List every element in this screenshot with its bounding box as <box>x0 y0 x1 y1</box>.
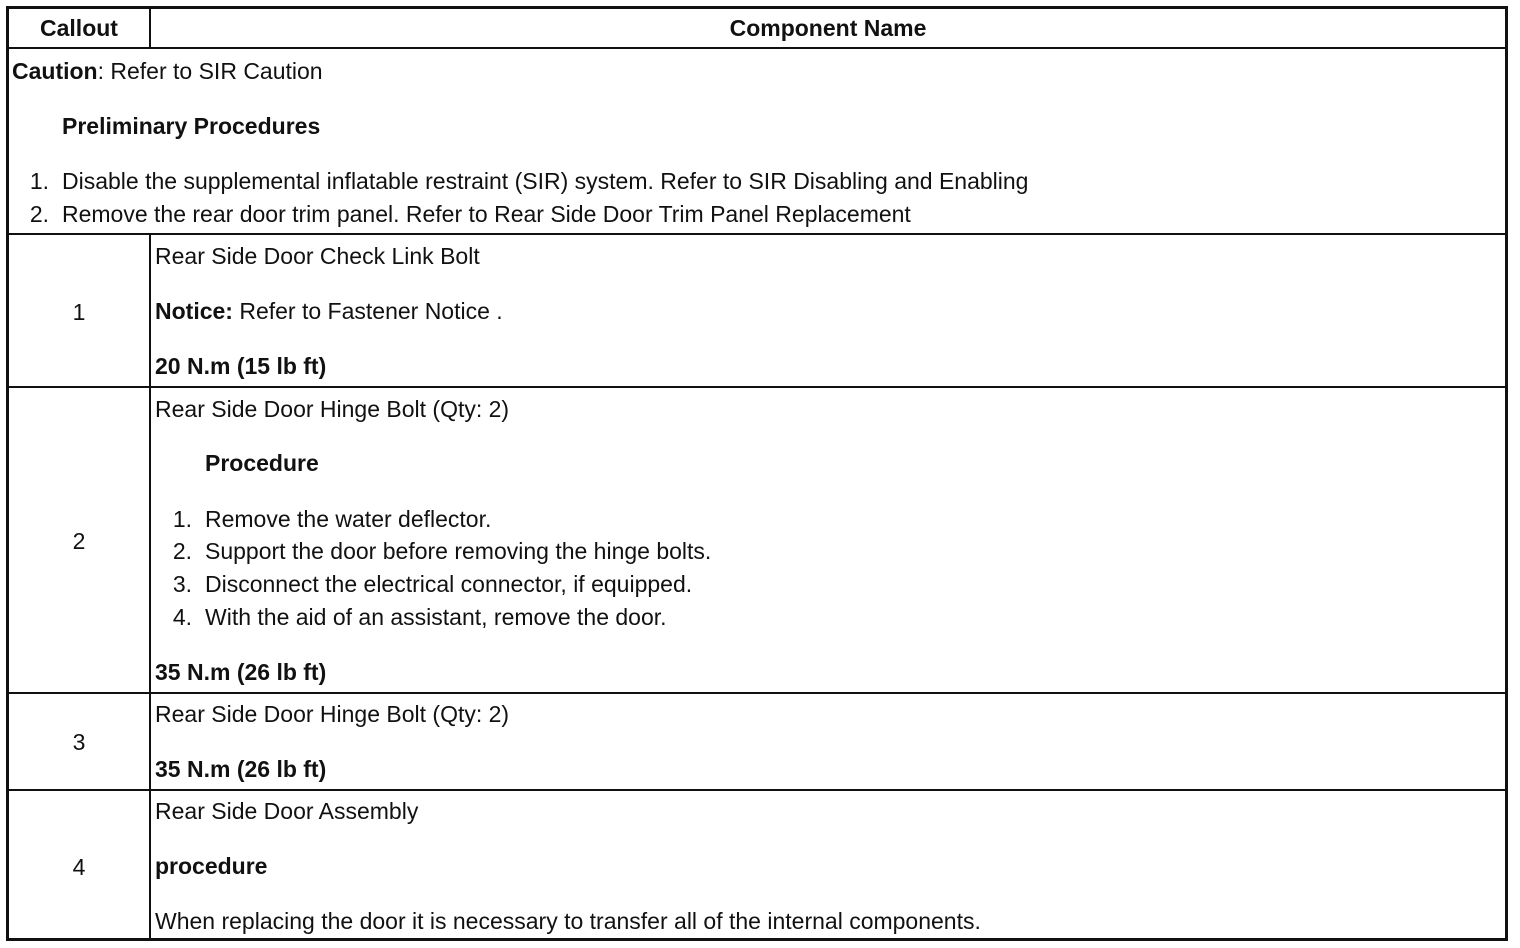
column-divider-body <box>149 233 151 939</box>
procedure-step: With the aid of an assistant, remove the door. <box>205 604 667 630</box>
procedure-step-number: 1. <box>172 506 192 532</box>
torque-spec: 20 N.m (15 lb ft) <box>155 353 327 379</box>
header-divider <box>9 47 1505 49</box>
row-3-divider <box>9 789 1505 791</box>
preamble-divider <box>9 233 1505 235</box>
procedure-step: Disconnect the electrical connector, if equipped. <box>205 571 693 597</box>
component-name: Rear Side Door Check Link Bolt <box>155 243 480 269</box>
component-name: Rear Side Door Hinge Bolt (Qty: 2) <box>155 701 510 727</box>
caution-label: Caution <box>12 58 98 84</box>
procedure-step: Support the door before removing the hinge bolts. <box>205 538 712 564</box>
component-name: Rear Side Door Hinge Bolt (Qty: 2) <box>155 396 510 422</box>
procedure-step: Remove the water deflector. <box>205 506 492 532</box>
callout-number: 4 <box>72 854 86 880</box>
torque-spec: 35 N.m (26 lb ft) <box>155 756 327 782</box>
torque-spec: 35 N.m (26 lb ft) <box>155 659 327 685</box>
preamble-step: Remove the rear door trim panel. Refer to Rear Side Door Trim Panel Replacement <box>62 201 911 227</box>
preliminary-procedures-title: Preliminary Procedures <box>62 113 321 139</box>
row-2-divider <box>9 692 1505 694</box>
procedure-step-number: 3. <box>172 571 192 597</box>
preamble-step: Disable the supplemental inflatable restraint (SIR) system. Refer to SIR Disabling and Enabling <box>62 168 1029 194</box>
procedure-step-number: 4. <box>172 604 192 630</box>
callout-number: 1 <box>72 299 86 325</box>
procedure-note: When replacing the door it is necessary to transfer all of the internal components. <box>155 908 981 934</box>
preamble-step-number: 2. <box>29 201 49 227</box>
notice-line <box>155 300 503 323</box>
notice-text: Refer to Fastener Notice . <box>232 298 503 324</box>
procedure-title: procedure <box>155 853 268 879</box>
procedure-title: Procedure <box>205 450 319 476</box>
component-name: Rear Side Door Assembly <box>155 798 419 824</box>
header-component-name: Component Name <box>729 15 927 41</box>
caution-text: : Refer to SIR Caution <box>97 58 323 84</box>
caution-line <box>12 60 323 83</box>
callout-number: 2 <box>72 528 86 554</box>
procedure-step-number: 2. <box>172 538 192 564</box>
header-callout: Callout <box>40 15 118 41</box>
callout-number: 3 <box>72 729 86 755</box>
preamble-step-number: 1. <box>29 168 49 194</box>
row-1-divider <box>9 386 1505 388</box>
notice-label: Notice: <box>155 298 233 324</box>
component-table <box>6 6 1508 941</box>
